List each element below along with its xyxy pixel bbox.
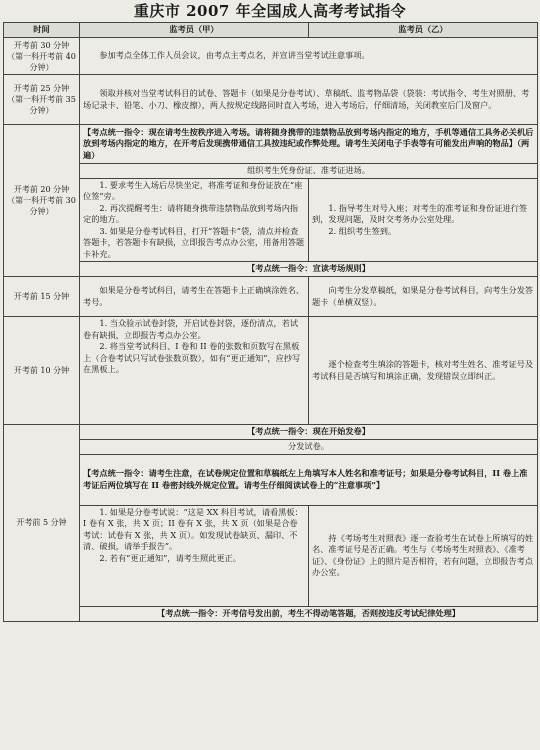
instruction-cell: 【考点统一指令：请考生注意，在试卷规定位置和草稿纸左上角填写本人姓名和准考证号；如果是分卷考试科目，II 卷上准考证后两位填写在 II 卷密封线外规定位置。请考生仔细阅读试卷上的“注意事项”】 bbox=[80, 454, 538, 505]
header-time: 时间 bbox=[4, 23, 80, 38]
proctor-b-item: 2. 组织考生签到。 bbox=[328, 225, 397, 236]
proctor-a-item: 2. 若有“更正通知”，请考生照此更正。 bbox=[99, 552, 241, 563]
merged-cell: 领取并核对当堂考试科目的试卷、答题卡（如果是分卷考试）、草稿纸、监考物品袋（袋装：考试指令、考生对照册、考场记录卡、铅笔、小刀、橡皮擦），两人按规定线路同时直入考场，进入考场后，仔细清场，关闭教室后门及窗户。 bbox=[80, 75, 538, 125]
time-cell: 开考前 10 分钟 bbox=[4, 317, 80, 425]
common-cell: 分发试卷。 bbox=[80, 440, 538, 455]
time-cell: 开考前 5 分钟 bbox=[4, 425, 80, 622]
proctor-a-item: 1. 要求考生入场后尽快坐定，将准考证和身份证放在“座位签”旁。 bbox=[83, 179, 303, 201]
table-row bbox=[4, 38, 538, 75]
instruction-cell: 【考点统一指令：现在请考生按秩序进入考场。请将随身携带的违禁物品放到考场内指定的地方，手机等通信工具务必关机后放到考场内指定的地方，在开考后发现携带通信工具按违纪或作弊处理。请考生关闭电子手表等有可能发出声响的物品】（两遍） bbox=[80, 125, 538, 164]
table-row bbox=[4, 454, 538, 505]
time-cell: 开考前 20 分钟（第一科开考前 30 分钟） bbox=[4, 125, 80, 277]
table-row bbox=[4, 440, 538, 455]
proctor-a-item: 1. 当众验示试卷封袋，开启试卷封袋，逐份清点，若试卷有缺损，立即报告考点办公室。 bbox=[83, 318, 299, 340]
header-proctor-a: 监考员（甲） bbox=[80, 23, 309, 38]
table-row bbox=[4, 277, 538, 317]
instruction-cell: 【考点统一指令：开考信号发出前，考生不得动笔答题，否则按违反考试纪律处理】 bbox=[80, 606, 538, 621]
instruction-table bbox=[3, 22, 538, 622]
proctor-a-cell: 如果是分卷考试科目，请考生在答题卡上正确填涂姓名、考号。 bbox=[80, 277, 309, 317]
table-row bbox=[4, 125, 538, 164]
proctor-a-cell bbox=[80, 317, 309, 425]
table-row bbox=[4, 606, 538, 621]
time-cell: 开考前 25 分钟（第一科开考前 35 分钟） bbox=[4, 75, 80, 125]
proctor-b-cell bbox=[309, 178, 538, 262]
merged-cell: 参加考点全体工作人员会议，由考点主考点名，并宣讲当堂考试注意事项。 bbox=[80, 38, 538, 75]
table-row bbox=[4, 178, 538, 262]
time-cell: 开考前 30 分钟（第一科开考前 40 分钟） bbox=[4, 38, 80, 75]
proctor-a-cell bbox=[80, 505, 309, 606]
table-row bbox=[4, 75, 538, 125]
time-cell: 开考前 15 分钟 bbox=[4, 277, 80, 317]
proctor-b-item: 1. 指导考生对号入座；对考生的准考证和身份证进行签到，发现问题，及时交考务办公室处理。 bbox=[312, 202, 528, 224]
proctor-b-cell: 向考生分发草稿纸，如果是分卷考试科目，向考生分发答题卡（单横双竖）。 bbox=[309, 277, 538, 317]
proctor-b-cell: 持《考场考生对照表》逐一查验考生在试卷上所填写的姓名、准考证号是否正确。考生与《考场考生对照表》、《准考证》、《身份证》上的照片是否相符，若有问题，立即报告考点办公室。 bbox=[309, 505, 538, 606]
proctor-a-item: 2. 再次提醒考生：请将随身携带违禁物品放到考场内指定的地方。 bbox=[83, 202, 299, 224]
proctor-a-item: 2. 将当堂考试科目、I 卷和 II 卷的张数和页数写在黑板上（合卷考试只写试卷张数页数），如有“更正通知”，应抄写在黑板上。 bbox=[83, 341, 301, 374]
table-row bbox=[4, 164, 538, 179]
table-row bbox=[4, 317, 538, 425]
table-row bbox=[4, 262, 538, 277]
proctor-b-cell: 逐个检查考生填涂的答题卡，核对考生姓名、准考证号及考试科目是否填写和填涂正确，发现错误立即纠正。 bbox=[309, 317, 538, 425]
proctor-a-item: 3. 如果是分卷考试科目，打开“答题卡”袋，清点并检查答题卡，若答题卡有缺损，立即报告考点办公室，用备用答题卡补充。 bbox=[83, 225, 305, 259]
instruction-cell: 【考点统一指令：现在开始发卷】 bbox=[80, 425, 538, 440]
page-title: 重庆市 2007 年全国成人高考考试指令 bbox=[133, 2, 407, 20]
common-cell: 组织考生凭身份证、准考证进场。 bbox=[80, 164, 538, 179]
header-proctor-b: 监考员（乙） bbox=[309, 23, 538, 38]
table-row bbox=[4, 425, 538, 440]
proctor-a-item: 1. 如果是分卷考试说：“这是 XX 科目考试，请看黑板：I 卷有 X 张，共 X 页；II 卷有 X 张，共 X 页（如果是合卷考试：试卷有 X 张，共 X 页）。如发现试卷缺页、漏印、不清、破损，请举手报告”。 bbox=[83, 506, 303, 551]
proctor-a-cell bbox=[80, 178, 309, 262]
instruction-cell: 【考点统一指令：宣读考场规则】 bbox=[80, 262, 538, 277]
table-row bbox=[4, 505, 538, 606]
header-row bbox=[4, 23, 538, 38]
